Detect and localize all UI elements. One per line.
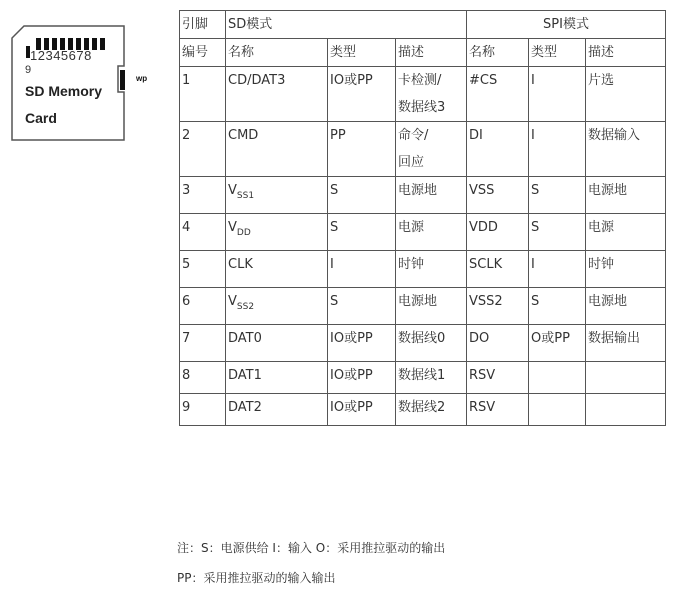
cell-spi-desc: 数据输出 — [586, 325, 666, 362]
note-line2: PP：采用推拉驱动的输入输出 — [177, 571, 336, 585]
cell-pin: 3 — [180, 177, 226, 214]
header-sd-mode: SD模式 — [226, 11, 467, 39]
cell-pin: 4 — [180, 214, 226, 251]
cell-spi-type: I — [529, 67, 586, 122]
header-spi-type: 类型 — [529, 39, 586, 67]
cell-spi-type — [529, 394, 586, 426]
cell-sd-name: CD/DAT3 — [226, 67, 328, 122]
cell-sd-name-main: V — [228, 183, 237, 198]
cell-spi-desc: 时钟 — [586, 251, 666, 288]
cell-spi-type: I — [529, 122, 586, 177]
cell-sd-name-main: V — [228, 294, 237, 309]
cell-spi-type: S — [529, 214, 586, 251]
cell-spi-name: DO — [467, 325, 529, 362]
cell-sd-name: CMD — [226, 122, 328, 177]
cell-pin: 2 — [180, 122, 226, 177]
cell-sd-name — [226, 288, 328, 325]
cell-spi-name: RSV — [467, 362, 529, 394]
cell-spi-desc: 片选 — [586, 67, 666, 122]
cell-sd-desc-line1: 命令/ — [398, 128, 429, 143]
cell-sd-desc: 电源地 — [396, 177, 467, 214]
cell-spi-type: I — [529, 251, 586, 288]
cell-sd-name-sub: SS2 — [236, 302, 255, 312]
cell-spi-name: SCLK — [467, 251, 529, 288]
cell-sd-type: IO或PP — [328, 362, 396, 394]
cell-spi-type — [529, 362, 586, 394]
table-row — [180, 177, 666, 214]
cell-spi-desc: 数据输入 — [586, 122, 666, 177]
cell-pin: 1 — [180, 67, 226, 122]
cell-sd-name-main: V — [228, 220, 237, 235]
cell-spi-name: VSS2 — [467, 288, 529, 325]
table-row — [180, 288, 666, 325]
write-protect-label: wp — [136, 74, 148, 83]
cell-pin: 6 — [180, 288, 226, 325]
cell-spi-name: VSS — [467, 177, 529, 214]
table-row — [180, 251, 666, 288]
notes — [177, 533, 445, 593]
cell-spi-desc: 电源地 — [586, 288, 666, 325]
table-header-row-2 — [180, 39, 666, 67]
cell-sd-type: IO或PP — [328, 325, 396, 362]
table-row — [180, 214, 666, 251]
cell-spi-desc — [586, 362, 666, 394]
pin-table — [179, 10, 666, 426]
header-pin-number: 编号 — [180, 39, 226, 67]
card-title-line2: Card — [25, 110, 57, 126]
cell-sd-desc: 数据线1 — [396, 362, 467, 394]
table-row — [180, 325, 666, 362]
cell-sd-name: CLK — [226, 251, 328, 288]
cell-sd-desc-line1: 卡检测/ — [398, 73, 442, 88]
cell-sd-type: S — [328, 288, 396, 325]
cell-sd-desc: 数据线2 — [396, 394, 467, 426]
cell-sd-name — [226, 177, 328, 214]
header-spi-desc: 描述 — [586, 39, 666, 67]
cell-spi-name: VDD — [467, 214, 529, 251]
cell-pin: 5 — [180, 251, 226, 288]
cell-sd-desc: 电源地 — [396, 288, 467, 325]
header-pin: 引脚 — [180, 11, 226, 39]
table-row — [180, 122, 666, 177]
cell-spi-desc: 电源地 — [586, 177, 666, 214]
cell-sd-type: PP — [328, 122, 396, 177]
cell-sd-desc: 时钟 — [396, 251, 467, 288]
cell-spi-desc: 电源 — [586, 214, 666, 251]
cell-pin: 7 — [180, 325, 226, 362]
cell-sd-desc — [396, 67, 467, 122]
cell-sd-name: DAT1 — [226, 362, 328, 394]
cell-pin: 8 — [180, 362, 226, 394]
header-sd-type: 类型 — [328, 39, 396, 67]
pin9-label: 9 — [25, 64, 32, 76]
header-spi-mode: SPI模式 — [467, 11, 666, 39]
header-sd-desc: 描述 — [396, 39, 467, 67]
header-sd-name: 名称 — [226, 39, 328, 67]
note-line1: 注：S：电源供给 I：输入 O：采用推拉驱动的输出 — [177, 541, 446, 555]
pin-numbers-label: 12345678 — [30, 48, 92, 63]
cell-spi-desc — [586, 394, 666, 426]
cell-sd-type: I — [328, 251, 396, 288]
table-row — [180, 394, 666, 426]
cell-sd-desc-line2: 回应 — [398, 155, 425, 170]
sd-card-diagram — [10, 16, 150, 142]
table-row — [180, 67, 666, 122]
cell-spi-name: #CS — [467, 67, 529, 122]
cell-spi-type: S — [529, 177, 586, 214]
cell-pin: 9 — [180, 394, 226, 426]
cell-spi-type: S — [529, 288, 586, 325]
cell-sd-type: S — [328, 177, 396, 214]
cell-sd-name: DAT0 — [226, 325, 328, 362]
table-header-row-1 — [180, 11, 666, 39]
cell-sd-desc — [396, 122, 467, 177]
cell-spi-name: RSV — [467, 394, 529, 426]
cell-sd-name-sub: DD — [236, 228, 251, 238]
cell-sd-name — [226, 214, 328, 251]
cell-sd-name: DAT2 — [226, 394, 328, 426]
cell-sd-type: IO或PP — [328, 67, 396, 122]
cell-sd-desc-line2: 数据线3 — [398, 100, 446, 115]
cell-spi-name: DI — [467, 122, 529, 177]
header-spi-name: 名称 — [467, 39, 529, 67]
cell-sd-desc: 电源 — [396, 214, 467, 251]
table-row — [180, 362, 666, 394]
cell-sd-type: IO或PP — [328, 394, 396, 426]
cell-sd-desc: 数据线0 — [396, 325, 467, 362]
card-title — [25, 78, 102, 132]
cell-sd-type: S — [328, 214, 396, 251]
card-title-line1: SD Memory — [25, 83, 103, 99]
cell-spi-type: O或PP — [529, 325, 586, 362]
cell-sd-name-sub: SS1 — [236, 191, 255, 201]
